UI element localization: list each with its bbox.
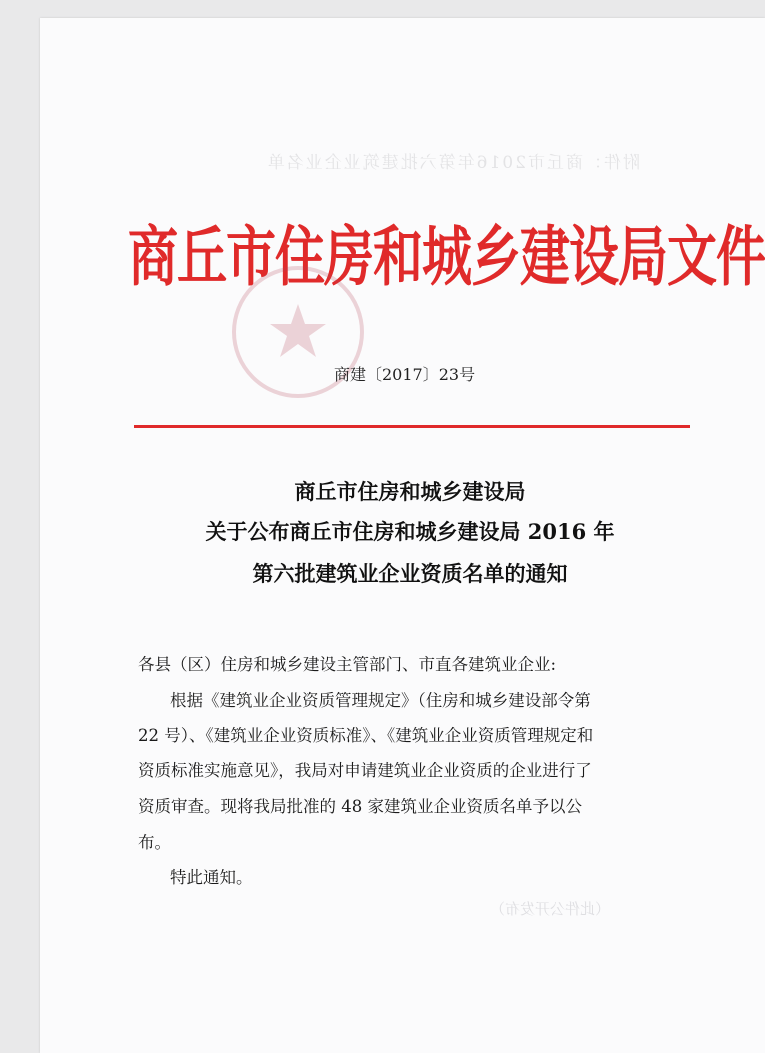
- document-masthead: 商丘市住房和城乡建设局文件: [128, 219, 765, 295]
- salutation: 各县（区）住房和城乡建设主管部门、市直各建筑业企业:: [138, 655, 557, 674]
- bleed-through-text: （此件公开发布）: [490, 900, 611, 918]
- notice-title-line-1: 商丘市住房和城乡建设局: [294, 479, 526, 504]
- notice-title-line-2: 关于公布商丘市住房和城乡建设局 2016 年: [205, 519, 615, 544]
- document-number: 商建〔2017〕23号: [334, 365, 476, 384]
- body-line: 布。: [138, 833, 171, 852]
- notice-title-line-3: 第六批建筑业企业资质名单的通知: [252, 561, 568, 586]
- body-line: 根据《建筑业企业资质管理规定》（住房和城乡建设部令第: [170, 691, 591, 710]
- body-line: 资质审查。现将我局批准的 48 家建筑业企业资质名单予以公: [138, 797, 582, 816]
- closing-line: 特此通知。: [170, 868, 253, 887]
- seal-star-icon: [270, 304, 326, 357]
- red-divider: [134, 425, 690, 428]
- bleed-through-text: 附件：商丘市2016年第六批建筑业企业名单: [265, 153, 640, 173]
- body-line: 22 号）、《建筑业企业资质标准》、《建筑业企业资质管理规定和: [138, 726, 594, 745]
- body-line: 资质标准实施意见》，我局对申请建筑业企业资质的企业进行了: [138, 761, 592, 780]
